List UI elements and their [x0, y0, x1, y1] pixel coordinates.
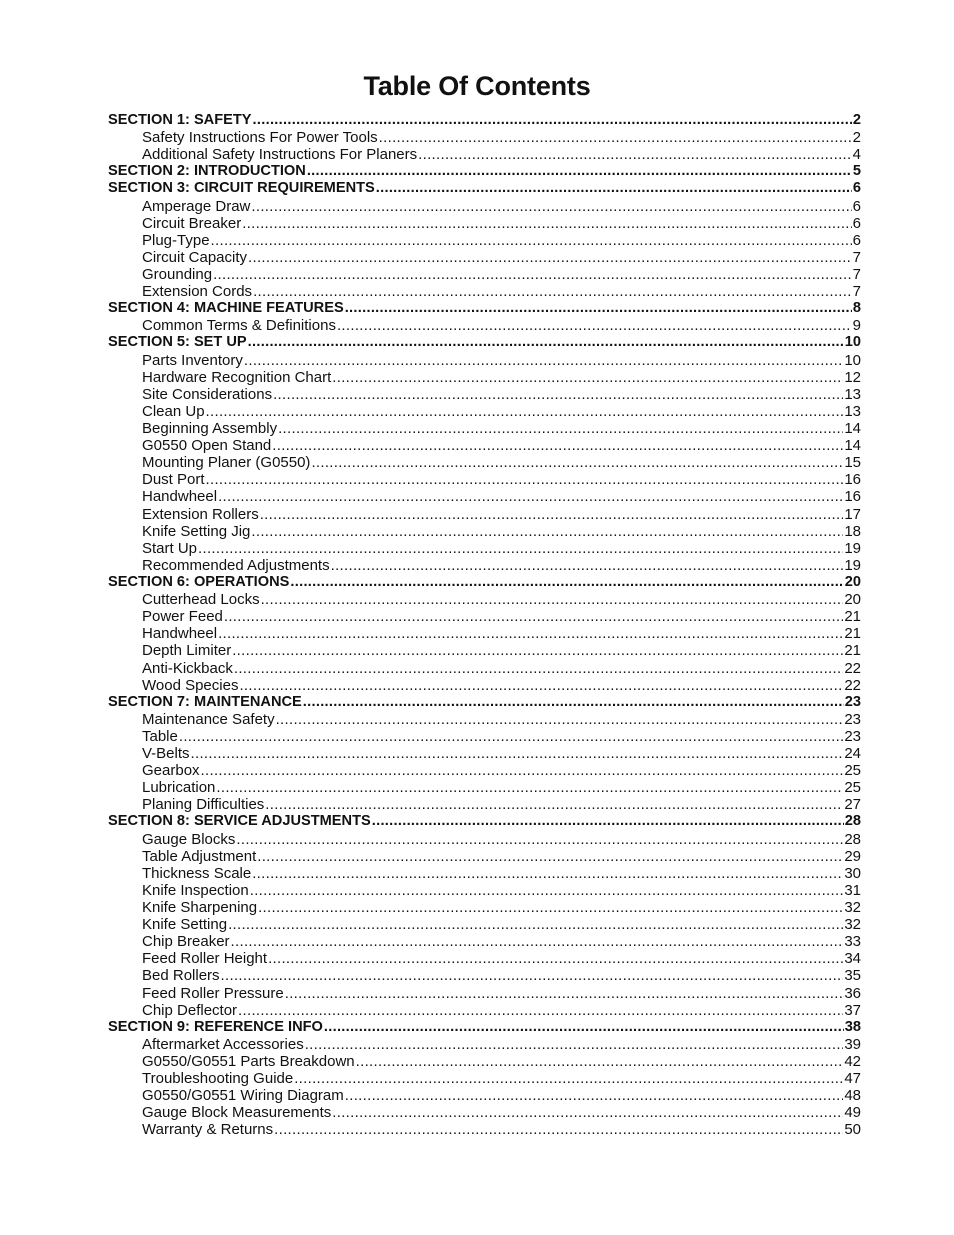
- toc-entry-row[interactable]: [108, 899, 861, 916]
- toc-entry-row[interactable]: [108, 728, 861, 745]
- toc-label: Knife Sharpening: [142, 899, 258, 917]
- toc-label: SECTION 2: INTRODUCTION: [108, 163, 306, 180]
- toc-entry-row[interactable]: [108, 642, 861, 659]
- toc-entry-row[interactable]: [108, 420, 861, 437]
- dot-leader: [331, 557, 844, 574]
- toc-entry-row[interactable]: [108, 1002, 861, 1019]
- dot-leader: [213, 266, 852, 283]
- dot-leader: [206, 471, 844, 488]
- dot-leader: [332, 369, 843, 386]
- toc-page-number: 2: [852, 112, 861, 128]
- toc-section-row[interactable]: [108, 112, 861, 129]
- toc-entry-row[interactable]: [108, 591, 861, 608]
- toc-label: Plug-Type: [142, 231, 210, 249]
- toc-entry-row[interactable]: [108, 950, 861, 967]
- toc-page-number: 29: [844, 847, 861, 865]
- toc-label: Amperage Draw: [142, 197, 251, 215]
- toc-entry-row[interactable]: [108, 557, 861, 574]
- dot-leader: [191, 745, 844, 762]
- dot-leader: [251, 198, 851, 215]
- toc-label: Depth Limiter: [142, 642, 232, 660]
- toc-label: G0550/G0551 Parts Breakdown: [142, 1053, 355, 1071]
- dot-leader: [307, 163, 852, 180]
- toc-page-number: 5: [852, 163, 861, 180]
- dot-leader: [252, 865, 843, 882]
- toc-page-number: 37: [844, 1001, 861, 1019]
- toc-page-number: 32: [844, 916, 861, 934]
- toc-entry-row[interactable]: [108, 916, 861, 933]
- dot-leader: [253, 112, 852, 129]
- toc-label: Bed Rollers: [142, 967, 220, 985]
- toc-label: Circuit Capacity: [142, 248, 248, 266]
- toc-label: Dust Port: [142, 471, 205, 489]
- dot-leader: [261, 591, 844, 608]
- toc-label: Gauge Block Measurements: [142, 1104, 332, 1122]
- toc-page-number: 21: [844, 642, 861, 660]
- dot-leader: [290, 574, 843, 591]
- dot-leader: [265, 796, 843, 813]
- toc-entry-row[interactable]: [108, 215, 861, 232]
- toc-label: Gearbox: [142, 762, 200, 780]
- toc-entry-row[interactable]: [108, 129, 861, 146]
- toc-entry-row[interactable]: [108, 506, 861, 523]
- dot-leader: [305, 1036, 844, 1053]
- dot-leader: [201, 762, 844, 779]
- toc-label: SECTION 5: SET UP: [108, 334, 247, 351]
- toc-label: Start Up: [142, 539, 198, 557]
- toc-label: Troubleshooting Guide: [142, 1070, 294, 1088]
- toc-entry-row[interactable]: [108, 967, 861, 984]
- toc-entry-row[interactable]: [108, 232, 861, 249]
- toc-label: G0550 Open Stand: [142, 437, 272, 455]
- toc-page-number: 27: [844, 796, 861, 814]
- dot-leader: [238, 1002, 843, 1019]
- toc-page-number: 39: [844, 1035, 861, 1053]
- toc-page-number: 48: [844, 1087, 861, 1105]
- toc-entry-row[interactable]: [108, 608, 861, 625]
- dot-leader: [418, 146, 852, 163]
- dot-leader: [324, 1019, 844, 1036]
- toc-page-number: 4: [852, 146, 861, 164]
- toc-page-number: 2: [852, 129, 861, 147]
- toc-page-number: 10: [844, 351, 861, 369]
- toc-page-number: 22: [844, 659, 861, 677]
- toc-page-number: 10: [844, 334, 861, 351]
- toc-page-number: 21: [844, 608, 861, 626]
- dot-leader: [242, 215, 851, 232]
- toc-page-number: 13: [844, 385, 861, 403]
- toc-label: V-Belts: [142, 745, 190, 763]
- toc-label: SECTION 9: REFERENCE INFO: [108, 1018, 323, 1035]
- dot-leader: [272, 437, 843, 454]
- dot-leader: [234, 660, 843, 677]
- toc-entry-row[interactable]: [108, 933, 861, 950]
- toc-label: Extension Cords: [142, 283, 253, 301]
- dot-leader: [218, 488, 843, 505]
- toc-entry-row[interactable]: [108, 283, 861, 300]
- toc-label: Planing Difficulties: [142, 796, 265, 814]
- table-of-contents: [108, 112, 861, 1139]
- dot-leader: [228, 916, 843, 933]
- toc-entry-row[interactable]: [108, 403, 861, 420]
- dot-leader: [253, 283, 852, 300]
- toc-label: SECTION 4: MACHINE FEATURES: [108, 300, 344, 317]
- dot-leader: [206, 403, 844, 420]
- dot-leader: [311, 454, 843, 471]
- dot-leader: [218, 625, 843, 642]
- toc-label: Additional Safety Instructions For Planers: [142, 146, 418, 164]
- toc-page-number: 9: [852, 317, 861, 335]
- toc-page-number: 7: [852, 248, 861, 266]
- toc-label: Table Adjustment: [142, 847, 257, 865]
- toc-page-number: 38: [844, 1018, 861, 1035]
- dot-leader: [248, 334, 844, 351]
- dot-leader: [221, 967, 844, 984]
- toc-entry-row[interactable]: [108, 488, 861, 505]
- toc-entry-row[interactable]: [108, 985, 861, 1002]
- toc-page-number: 6: [852, 214, 861, 232]
- dot-leader: [276, 711, 844, 728]
- toc-entry-row[interactable]: [108, 745, 861, 762]
- toc-entry-row[interactable]: [108, 266, 861, 283]
- dot-leader: [231, 933, 844, 950]
- toc-page-number: 33: [844, 933, 861, 951]
- dot-leader: [198, 540, 843, 557]
- toc-label: Chip Breaker: [142, 933, 230, 951]
- toc-label: SECTION 8: SERVICE ADJUSTMENTS: [108, 813, 371, 830]
- toc-page-number: 23: [844, 727, 861, 745]
- toc-entry-row[interactable]: [108, 796, 861, 813]
- toc-label: Common Terms & Definitions: [142, 317, 336, 335]
- toc-page-number: 7: [852, 283, 861, 301]
- toc-entry-row[interactable]: [108, 454, 861, 471]
- toc-page-number: 20: [844, 573, 861, 590]
- toc-entry-row[interactable]: [108, 677, 861, 694]
- toc-page-number: 28: [844, 813, 861, 830]
- toc-label: SECTION 7: MAINTENANCE: [108, 693, 302, 710]
- toc-label: Knife Setting Jig: [142, 522, 251, 540]
- toc-entry-row[interactable]: [108, 437, 861, 454]
- toc-label: Wood Species: [142, 676, 239, 694]
- toc-label: Circuit Breaker: [142, 214, 242, 232]
- toc-page-number: 6: [852, 197, 861, 215]
- toc-label: Parts Inventory: [142, 351, 243, 369]
- toc-label: Feed Roller Pressure: [142, 984, 284, 1002]
- toc-page-number: 14: [844, 419, 861, 437]
- toc-page-number: 17: [844, 505, 861, 523]
- toc-page-number: 16: [844, 471, 861, 489]
- toc-label: Power Feed: [142, 608, 223, 626]
- dot-leader: [376, 180, 852, 197]
- toc-label: Knife Inspection: [142, 881, 249, 899]
- toc-page-number: 22: [844, 676, 861, 694]
- toc-entry-row[interactable]: [108, 865, 861, 882]
- dot-leader: [179, 728, 843, 745]
- dot-leader: [232, 642, 843, 659]
- toc-page-number: 13: [844, 402, 861, 420]
- dot-leader: [211, 232, 852, 249]
- toc-label: SECTION 1: SAFETY: [108, 112, 252, 128]
- toc-label: Thickness Scale: [142, 864, 252, 882]
- toc-section-row[interactable]: [108, 180, 861, 197]
- toc-entry-row[interactable]: [108, 352, 861, 369]
- toc-page-number: 36: [844, 984, 861, 1002]
- toc-section-row[interactable]: [108, 163, 861, 180]
- dot-leader: [248, 249, 852, 266]
- toc-entry-row[interactable]: [108, 1036, 861, 1053]
- toc-entry-row[interactable]: [108, 471, 861, 488]
- toc-page-number: 49: [844, 1104, 861, 1122]
- toc-label: Handwheel: [142, 625, 218, 643]
- dot-leader: [345, 1087, 844, 1104]
- toc-entry-row[interactable]: [108, 1087, 861, 1104]
- toc-page-number: 20: [844, 591, 861, 609]
- toc-page-number: 23: [844, 693, 861, 710]
- toc-label: Gauge Blocks: [142, 830, 236, 848]
- toc-entry-row[interactable]: [108, 848, 861, 865]
- toc-label: Site Considerations: [142, 385, 273, 403]
- toc-label: Table: [142, 727, 178, 745]
- dot-leader: [244, 352, 843, 369]
- toc-label: Clean Up: [142, 402, 205, 420]
- dot-leader: [274, 1121, 843, 1138]
- dot-leader: [250, 882, 844, 899]
- toc-entry-row[interactable]: [108, 369, 861, 386]
- toc-label: Handwheel: [142, 488, 218, 506]
- toc-label: G0550/G0551 Wiring Diagram: [142, 1087, 344, 1105]
- toc-section-row[interactable]: [108, 1019, 861, 1036]
- toc-entry-row[interactable]: [108, 711, 861, 728]
- toc-page-number: 47: [844, 1070, 861, 1088]
- toc-entry-row[interactable]: [108, 1121, 861, 1138]
- dot-leader: [345, 300, 852, 317]
- dot-leader: [251, 523, 843, 540]
- toc-page-number: 6: [852, 231, 861, 249]
- toc-label: SECTION 6: OPERATIONS: [108, 573, 290, 590]
- dot-leader: [356, 1053, 844, 1070]
- toc-page-number: 50: [844, 1121, 861, 1139]
- toc-entry-row[interactable]: [108, 523, 861, 540]
- dot-leader: [332, 1104, 843, 1121]
- dot-leader: [278, 420, 843, 437]
- toc-entry-row[interactable]: [108, 882, 861, 899]
- toc-page-number: 28: [844, 830, 861, 848]
- toc-page-number: 7: [852, 265, 861, 283]
- toc-page-number: 8: [852, 300, 861, 317]
- toc-entry-row[interactable]: [108, 1053, 861, 1070]
- toc-entry-row[interactable]: [108, 198, 861, 215]
- toc-page-number: 14: [844, 437, 861, 455]
- toc-label: Mounting Planer (G0550): [142, 454, 311, 472]
- toc-label: Beginning Assembly: [142, 419, 278, 437]
- dot-leader: [236, 831, 843, 848]
- toc-label: Lubrication: [142, 779, 216, 797]
- toc-entry-row[interactable]: [108, 146, 861, 163]
- dot-leader: [260, 506, 844, 523]
- dot-leader: [258, 899, 843, 916]
- toc-page-number: 32: [844, 899, 861, 917]
- toc-entry-row[interactable]: [108, 249, 861, 266]
- toc-entry-row[interactable]: [108, 540, 861, 557]
- toc-entry-row[interactable]: [108, 779, 861, 796]
- toc-label: Aftermarket Accessories: [142, 1035, 304, 1053]
- toc-section-row[interactable]: [108, 574, 861, 591]
- toc-page-number: 16: [844, 488, 861, 506]
- toc-page-number: 25: [844, 779, 861, 797]
- toc-label: Hardware Recognition Chart: [142, 368, 332, 386]
- toc-page-number: 19: [844, 539, 861, 557]
- toc-entry-row[interactable]: [108, 762, 861, 779]
- toc-label: Feed Roller Height: [142, 950, 268, 968]
- toc-section-row[interactable]: [108, 334, 861, 351]
- dot-leader: [303, 694, 844, 711]
- dot-leader: [273, 386, 843, 403]
- toc-page-number: 15: [844, 454, 861, 472]
- toc-label: Warranty & Returns: [142, 1121, 274, 1139]
- toc-entry-row[interactable]: [108, 317, 861, 334]
- toc-entry-row[interactable]: [108, 386, 861, 403]
- toc-page-number: 24: [844, 745, 861, 763]
- toc-section-row[interactable]: [108, 694, 861, 711]
- toc-section-row[interactable]: [108, 813, 861, 830]
- toc-label: SECTION 3: CIRCUIT REQUIREMENTS: [108, 180, 375, 197]
- toc-entry-row[interactable]: [108, 831, 861, 848]
- toc-page-number: 12: [844, 368, 861, 386]
- dot-leader: [239, 677, 843, 694]
- toc-label: Recommended Adjustments: [142, 556, 330, 574]
- dot-leader: [257, 848, 843, 865]
- toc-entry-row[interactable]: [108, 660, 861, 677]
- toc-entry-row[interactable]: [108, 1070, 861, 1087]
- toc-page-number: 31: [844, 881, 861, 899]
- toc-page-number: 30: [844, 864, 861, 882]
- toc-label: Chip Deflector: [142, 1001, 238, 1019]
- toc-label: Safety Instructions For Power Tools: [142, 129, 378, 147]
- toc-entry-row[interactable]: [108, 625, 861, 642]
- toc-label: Maintenance Safety: [142, 710, 275, 728]
- dot-leader: [216, 779, 843, 796]
- toc-label: Cutterhead Locks: [142, 591, 260, 609]
- toc-page-number: 21: [844, 625, 861, 643]
- dot-leader: [372, 813, 844, 830]
- toc-page-number: 23: [844, 710, 861, 728]
- toc-page-number: 25: [844, 762, 861, 780]
- dot-leader: [224, 608, 843, 625]
- toc-section-row[interactable]: [108, 300, 861, 317]
- page-title: Table Of Contents: [363, 71, 591, 101]
- toc-label: Grounding: [142, 265, 213, 283]
- toc-page-number: 18: [844, 522, 861, 540]
- dot-leader: [294, 1070, 843, 1087]
- toc-page-number: 35: [844, 967, 861, 985]
- toc-label: Anti-Kickback: [142, 659, 233, 677]
- toc-page-number: 6: [852, 180, 861, 197]
- toc-label: Knife Setting: [142, 916, 228, 934]
- toc-page-number: 19: [844, 556, 861, 574]
- toc-entry-row[interactable]: [108, 1104, 861, 1121]
- toc-label: Extension Rollers: [142, 505, 259, 523]
- toc-page-number: 34: [844, 950, 861, 968]
- dot-leader: [268, 950, 843, 967]
- toc-page-number: 42: [844, 1053, 861, 1071]
- dot-leader: [285, 985, 844, 1002]
- dot-leader: [337, 317, 852, 334]
- dot-leader: [379, 129, 852, 146]
